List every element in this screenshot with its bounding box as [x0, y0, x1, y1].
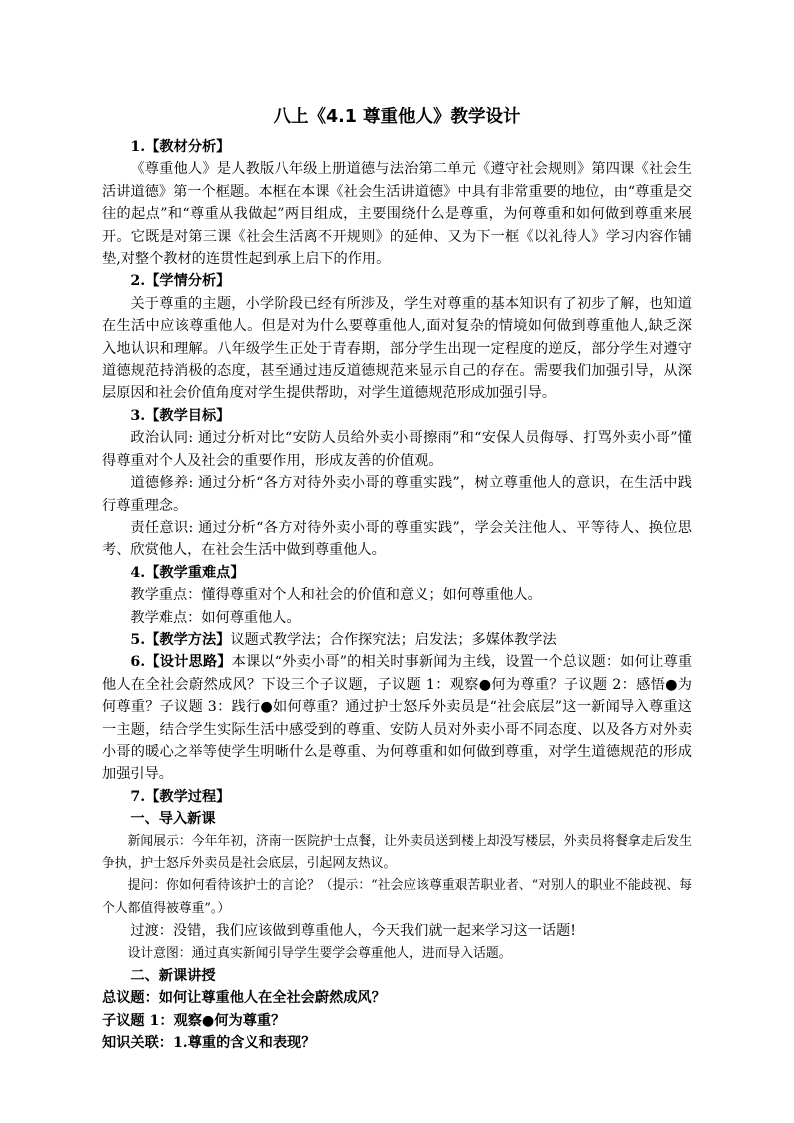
design-intent: 设计意图：通过真实新闻引导学生要学会尊重他人，进而导入话题。	[127, 945, 512, 961]
heading-text: 2.【学情分析】	[130, 273, 231, 290]
heading-teaching-goals	[102, 405, 692, 427]
part-intro: 一、导入新课	[130, 811, 216, 828]
knowledge-link: 知识关联：1.尊重的含义和表现？	[102, 1035, 316, 1052]
teaching-methods	[102, 629, 692, 651]
heading-textbook-analysis	[102, 136, 692, 158]
heading-text: 1.【教材分析】	[130, 139, 231, 155]
part-new-lesson: 二、新课讲授	[130, 968, 216, 985]
goal-political: 政治认同: 通过分析对比“安防人员给外卖小哥擦雨”和“安保人员侮辱、打骂外卖小哥”懂得尊重对个人及社会的重要作用，形成友善的价值观。	[102, 430, 692, 469]
heading-text: 3.【教学目标】	[130, 407, 231, 424]
textbook-analysis-text: 《尊重他人》是人教版八年级上册道德与法治第二单元《遵守社会规则》第四课《社会生活讲道德》第一个框题。本框在本课《社会生活讲道德》中具有非常重要的地位，由“尊重是交往的起点”和“尊重从我做起”两目组成，主要围绕什么是尊重，为何尊重和如何做到尊重来展开。它既是对第三课《社会生活离不开规则》的延伸、又为下一框《以礼待人》学习内容作铺垫,对整个教材的连贯性起到承上启下的作用。	[102, 161, 692, 268]
heading-key-points	[102, 562, 692, 584]
transition: 过渡：没错，我们应该做到尊重他人，今天我们就一起来学习这一话题!	[130, 923, 576, 940]
sub-topic-1: 子议题 1：观察●何为尊重？	[102, 1012, 286, 1029]
heading-text: 4.【教学重难点】	[130, 564, 245, 581]
heading-teaching-process	[102, 786, 692, 808]
question: 提问：你如何看待该护士的言论？（提示：“社会应该尊重艰苦职业者、“对别人的职业不能歧视、每个人都值得被尊重”。）	[102, 878, 692, 916]
news-display: 新闻展示：今年年初，济南一医院护士点餐，让外卖员送到楼上却没写楼层，外卖员将餐拿走后发生争执，护士怒斥外卖员是社会底层，引起网友热议。	[102, 833, 692, 871]
heading-text: 6.【设计思路】	[130, 654, 232, 671]
design-idea-text: 本课以“外卖小哥”的相关时事新闻为主线，设置一个总议题：如何让尊重他人在全社会蔚然成风？下设三个子议题，子议题 1：观察●何为尊重？子议题 2：感悟●为何尊重？子议题 3：践行●如何尊重？通过护士怒斥外卖员是“社会底层”这一新闻导入尊重这一主题，结合学生实际生活中感受到的尊重、安防人员对外卖小哥不同态度、以及各方对外卖小哥的暖心之举等使学生明晰什么是尊重、为何尊重和如何做到尊重，对学生道德规范的形成加强引导。	[102, 654, 693, 783]
document-page	[102, 104, 692, 1055]
heading-text: 7.【教学过程】	[130, 788, 231, 805]
goal-responsibility: 责任意识: 通过分析“各方对待外卖小哥的尊重实践”，学会关注他人、平等待人、换位思考、欣赏他人，在社会生活中做到尊重他人。	[102, 519, 692, 559]
student-analysis-text: 关于尊重的主题，小学阶段已经有所涉及，学生对尊重的基本知识有了初步了解，也知道在生活中应该尊重他人。但是对为什么要尊重他人,面对复杂的情境如何做到尊重他人,缺乏深入地认识和理解。八年级学生正处于青春期，部分学生出现一定程度的逆反，部分学生对遵守道德规范持消极的态度，甚至通过违反道德规范来显示自己的存在。需要我们加强引导，从深层原因和社会价值角度对学生提供帮助，对学生道德规范形成加强引导。	[102, 295, 692, 402]
heading-student-analysis	[102, 270, 692, 292]
goal-moral: 道德修养: 通过分析“各方对待外卖小哥的尊重实践”，树立尊重他人的意识，在生活中践行尊重理念。	[102, 475, 692, 514]
teaching-methods-text: 议题式教学法；合作探究法；启发法；多媒体教学法	[230, 631, 557, 648]
key-point: 教学重点：懂得尊重对个人和社会的价值和意义；如何尊重他人。	[130, 587, 542, 604]
difficult-point: 教学难点：如何尊重他人。	[130, 609, 301, 626]
main-topic: 总议题：如何让尊重他人在全社会蔚然成风？	[102, 990, 386, 1007]
document-title: 八上《4.1 尊重他人》教学设计	[273, 107, 521, 127]
heading-text: 5.【教学方法】	[130, 631, 231, 648]
design-idea	[102, 651, 692, 785]
